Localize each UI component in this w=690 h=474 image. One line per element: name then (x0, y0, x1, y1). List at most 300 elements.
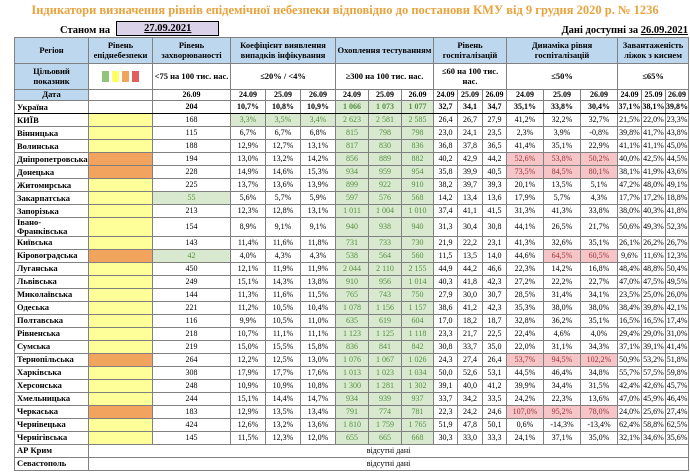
region-name: Івано-Франківська (15, 218, 89, 237)
region-name: Чернівецька (15, 418, 89, 431)
region-row (15, 405, 689, 418)
oxygen-beds-cell: 11,6% (642, 249, 666, 262)
hospitalization-dynamics-cell: -13,4% (581, 418, 618, 431)
hospitalization-dynamics-cell: 84,5% (544, 166, 581, 179)
oxygen-beds-cell: 35,6% (666, 431, 689, 444)
oxygen-beds-cell: 44,5% (666, 153, 689, 166)
hospitalization-level-cell: 35,0 (483, 340, 507, 353)
region-name: Чернігівська (15, 431, 89, 444)
oxygen-beds-cell: 39,1% (642, 340, 666, 353)
oxygen-beds-cell: 16,5% (642, 314, 666, 327)
hospitalization-level-cell: 39,3 (483, 179, 507, 192)
oxygen-beds-cell: 27,4% (666, 405, 689, 418)
hospitalization-level-cell: 46,6 (483, 262, 507, 275)
oxygen-beds-cell: 39,8% (642, 301, 666, 314)
date-header: 25.09 (369, 90, 402, 101)
detection-coef-cell: 5,7% (266, 192, 301, 205)
oxygen-beds-cell: 25,6% (642, 405, 666, 418)
detection-coef-cell: 12,9% (231, 405, 266, 418)
hospitalization-level-cell: 40,2 (434, 153, 458, 166)
epi-legend-swatch (122, 71, 129, 82)
oxygen-beds-cell: 41,8% (666, 205, 689, 218)
hospitalization-dynamics-cell: 32,7% (581, 114, 618, 127)
detection-coef-cell: 15,3% (301, 166, 336, 179)
oxygen-beds-cell: 49,1% (666, 179, 689, 192)
detection-coef-cell: 17,9% (231, 366, 266, 379)
testing-coverage-cell: 1 281 (369, 379, 402, 392)
oxygen-beds-cell: 48,0% (642, 179, 666, 192)
detection-coef-cell: 9,1% (301, 218, 336, 237)
epi-level-cell (89, 101, 153, 114)
region-row (15, 392, 689, 405)
epi-level-cell (89, 301, 153, 314)
no-data-cell: відсутні дані (89, 444, 689, 457)
testing-coverage-cell: 842 (402, 340, 434, 353)
testing-coverage-cell: 1 013 (336, 366, 369, 379)
hospitalization-dynamics-cell: 94,5% (544, 353, 581, 366)
hospitalization-level-cell: 24,1 (458, 127, 483, 140)
hospitalization-dynamics-cell: 35,1% (507, 101, 544, 114)
hospitalization-level-cell: 34,7 (483, 101, 507, 114)
hospitalization-dynamics-cell: 41,3% (507, 236, 544, 249)
oxygen-beds-cell: 50,6% (618, 218, 642, 237)
detection-coef-cell: 14,9% (231, 166, 266, 179)
testing-coverage-cell: 1 067 (369, 353, 402, 366)
hospitalization-level-cell: 36,5 (483, 140, 507, 153)
detection-coef-cell: 12,3% (266, 431, 301, 444)
testing-coverage-cell: 1 066 (336, 101, 369, 114)
oxygen-beds-cell: 12,3% (666, 249, 689, 262)
hospitalization-level-cell: 42,3 (483, 301, 507, 314)
hospitalization-dynamics-cell: 20,1% (507, 179, 544, 192)
detection-coef-cell: 13,6% (266, 179, 301, 192)
column-header-group: Коефіцієнт виявлення випадків інфікування (231, 38, 336, 64)
region-row (15, 457, 689, 470)
region-name: Київська (15, 236, 89, 249)
testing-coverage-cell: 937 (402, 392, 434, 405)
hospitalization-dynamics-cell: 4,0% (581, 327, 618, 340)
hospitalization-dynamics-cell: 34,1% (581, 288, 618, 301)
group-target: ≤65% (618, 64, 689, 90)
hospitalization-level-cell: 38,2 (434, 179, 458, 192)
hospitalization-dynamics-cell: 95,2% (544, 405, 581, 418)
date-header: 25.09 (266, 90, 301, 101)
hospitalization-level-cell: 44,9 (434, 262, 458, 275)
detection-coef-cell: 10,4% (301, 301, 336, 314)
no-data-cell: відсутні дані (89, 457, 689, 470)
detection-coef-cell: 13,0% (301, 353, 336, 366)
testing-coverage-cell: 922 (369, 179, 402, 192)
oxygen-beds-cell: 49,3% (642, 218, 666, 237)
incidence-cell: 143 (153, 236, 231, 249)
hospitalization-dynamics-cell: 3,9% (544, 127, 581, 140)
detection-coef-cell: 13,2% (266, 418, 301, 431)
hospitalization-level-cell: 13,4 (458, 192, 483, 205)
oxygen-beds-cell: 37,1% (618, 340, 642, 353)
oxygen-beds-cell: 17,2% (642, 192, 666, 205)
incidence-cell: 116 (153, 314, 231, 327)
hospitalization-dynamics-cell: 32,8% (507, 314, 544, 327)
detection-coef-cell: 17,7% (266, 366, 301, 379)
testing-coverage-cell: 1 014 (402, 275, 434, 288)
hospitalization-dynamics-cell: 24,1% (507, 431, 544, 444)
testing-coverage-cell: 2 623 (336, 114, 369, 127)
testing-coverage-cell: 899 (336, 179, 369, 192)
hospitalization-level-cell: 41,8 (458, 275, 483, 288)
date-header: 26.09 (581, 90, 618, 101)
oxygen-beds-cell: 9,6% (618, 249, 642, 262)
epi-level-cell (89, 340, 153, 353)
testing-coverage-cell: 940 (336, 218, 369, 237)
group-target: ≤20% / <4% (231, 64, 336, 90)
detection-coef-cell: 10,9% (231, 379, 266, 392)
hospitalization-level-cell: 42,9 (458, 153, 483, 166)
hospitalization-dynamics-cell: 35,0% (581, 431, 618, 444)
region-row (15, 236, 689, 249)
hospitalization-dynamics-cell: 34,8% (581, 366, 618, 379)
testing-coverage-cell: 743 (369, 288, 402, 301)
incidence-cell: 42 (153, 249, 231, 262)
incidence-cell: 424 (153, 418, 231, 431)
testing-coverage-cell: 1 156 (369, 301, 402, 314)
region-row (15, 262, 689, 275)
date-header: 25.09 (544, 90, 581, 101)
date-header: 26.09 (153, 90, 231, 101)
hospitalization-level-cell: 37,4 (434, 205, 458, 218)
hospitalization-level-cell: 30,8 (434, 340, 458, 353)
testing-coverage-cell: 959 (369, 166, 402, 179)
hospitalization-level-cell: 41,5 (483, 205, 507, 218)
oxygen-beds-cell: 18,8% (666, 192, 689, 205)
testing-coverage-cell: 1 765 (402, 418, 434, 431)
region-name: Херсонська (15, 379, 89, 392)
hospitalization-level-cell: 11,5 (434, 249, 458, 262)
testing-coverage-cell: 956 (369, 275, 402, 288)
region-row (15, 275, 689, 288)
region-row (15, 140, 689, 153)
epi-level-cell (89, 379, 153, 392)
column-header-group: Рівень госпіталізацій (434, 38, 507, 64)
hospitalization-level-cell: 32,7 (434, 101, 458, 114)
hospitalization-dynamics-cell: 80,1% (581, 166, 618, 179)
date-header: 26.09 (402, 90, 434, 101)
region-row (15, 340, 689, 353)
group-target: ≥300 на 100 тис. нас. (336, 64, 434, 90)
incidence-cell: 188 (153, 140, 231, 153)
testing-coverage-cell: 655 (336, 431, 369, 444)
hospitalization-dynamics-cell: 31,3% (507, 205, 544, 218)
detection-coef-cell: 10,5% (266, 301, 301, 314)
oxygen-beds-cell: 23,5% (618, 288, 642, 301)
hospitalization-dynamics-cell: 35,1% (544, 140, 581, 153)
testing-coverage-cell: 889 (369, 153, 402, 166)
incidence-cell: 55 (153, 192, 231, 205)
testing-coverage-cell: 2 110 (369, 262, 402, 275)
testing-coverage-cell: 940 (402, 218, 434, 237)
hospitalization-level-cell: 21,7 (458, 327, 483, 340)
hospitalization-dynamics-cell: 39,9% (507, 379, 544, 392)
testing-coverage-cell: 1 077 (402, 101, 434, 114)
hospitalization-dynamics-cell: -14,3% (544, 418, 581, 431)
hospitalization-level-cell: 23,5 (483, 127, 507, 140)
hospitalization-level-cell: 27,9 (483, 114, 507, 127)
testing-coverage-cell: 798 (402, 127, 434, 140)
hospitalization-dynamics-cell: 4,3% (581, 192, 618, 205)
epi-level-cell (89, 327, 153, 340)
testing-coverage-cell: 564 (369, 249, 402, 262)
oxygen-beds-cell: 42,5% (642, 153, 666, 166)
hospitalization-level-cell: 44,2 (483, 153, 507, 166)
detection-coef-cell: 9,9% (231, 314, 266, 327)
hospitalization-level-cell: 40,0 (458, 379, 483, 392)
detection-coef-cell: 10,9% (266, 379, 301, 392)
region-row (15, 431, 689, 444)
incidence-cell: 264 (153, 353, 231, 366)
region-name: Хмельницька (15, 392, 89, 405)
detection-coef-cell: 11,5% (301, 288, 336, 301)
hospitalization-dynamics-cell: 5,7% (544, 192, 581, 205)
region-name: Запорізька (15, 205, 89, 218)
detection-coef-cell: 11,9% (301, 262, 336, 275)
hospitalization-dynamics-cell: 28,5% (507, 288, 544, 301)
hospitalization-level-cell: 47,8 (458, 418, 483, 431)
oxygen-beds-cell: 34,6% (642, 431, 666, 444)
oxygen-beds-cell: 59,8% (666, 366, 689, 379)
oxygen-beds-cell: 40,3% (642, 205, 666, 218)
hospitalization-dynamics-cell: 24,2% (507, 392, 544, 405)
testing-coverage-cell: 1 026 (402, 353, 434, 366)
testing-coverage-cell: 568 (402, 192, 434, 205)
oxygen-beds-cell: 21,5% (618, 114, 642, 127)
hospitalization-dynamics-cell: 22,0% (507, 340, 544, 353)
detection-coef-cell: 15,8% (301, 340, 336, 353)
epi-legend-swatch (102, 71, 109, 82)
detection-coef-cell: 15,1% (231, 275, 266, 288)
target-row-label: Цільовий показник (15, 64, 89, 90)
testing-coverage-cell: 882 (402, 153, 434, 166)
detection-coef-cell: 3,5% (266, 114, 301, 127)
incidence-cell: 244 (153, 392, 231, 405)
oxygen-beds-cell: 26,1% (618, 236, 642, 249)
epi-date-empty (89, 90, 153, 101)
testing-coverage-cell: 954 (402, 166, 434, 179)
date-header: 25.09 (642, 90, 666, 101)
hospitalization-dynamics-cell: 41,4% (507, 140, 544, 153)
hospitalization-dynamics-cell: 46,4% (544, 366, 581, 379)
hospitalization-level-cell: 50,1 (483, 418, 507, 431)
detection-coef-cell: 10,8% (301, 379, 336, 392)
date-row-label: Дата (15, 90, 89, 101)
oxygen-beds-cell: 42,1% (666, 301, 689, 314)
oxygen-beds-cell: 43,8% (666, 127, 689, 140)
region-row (15, 179, 689, 192)
detection-coef-cell: 12,1% (231, 262, 266, 275)
region-row (15, 101, 689, 114)
incidence-cell: 450 (153, 262, 231, 275)
hospitalization-dynamics-cell: 52,6% (507, 153, 544, 166)
date-header: 26.09 (301, 90, 336, 101)
epi-level-cell (89, 275, 153, 288)
epi-level-cell (89, 288, 153, 301)
oxygen-beds-cell: 47,0% (618, 392, 642, 405)
region-name: Рівненська (15, 327, 89, 340)
testing-coverage-cell: 1 300 (336, 379, 369, 392)
detection-coef-cell: 15,0% (231, 340, 266, 353)
testing-coverage-cell: 856 (336, 153, 369, 166)
hospitalization-dynamics-cell: 44,1% (507, 218, 544, 237)
incidence-cell: 308 (153, 366, 231, 379)
region-row (15, 153, 689, 166)
hospitalization-level-cell: 26,4 (483, 353, 507, 366)
hospitalization-level-cell: 39,1 (434, 379, 458, 392)
oxygen-beds-cell: 40,0% (618, 153, 642, 166)
oxygen-beds-cell: 24,0% (618, 405, 642, 418)
incidence-cell: 194 (153, 153, 231, 166)
region-name: Одеська (15, 301, 89, 314)
detection-coef-cell: 13,5% (266, 405, 301, 418)
detection-coef-cell: 13,9% (301, 179, 336, 192)
oxygen-beds-cell: 29,4% (618, 327, 642, 340)
hospitalization-dynamics-cell: 35,1% (581, 314, 618, 327)
hospitalization-level-cell: 40,3 (434, 275, 458, 288)
oxygen-beds-cell: 16,5% (618, 314, 642, 327)
hospitalization-dynamics-cell: 35,1% (581, 236, 618, 249)
detection-coef-cell: 14,6% (266, 166, 301, 179)
oxygen-beds-cell: 38,1% (618, 166, 642, 179)
hospitalization-dynamics-cell: 41,3% (544, 205, 581, 218)
oxygen-beds-cell: 48,8% (642, 262, 666, 275)
hospitalization-dynamics-cell: 60,5% (581, 249, 618, 262)
detection-coef-cell: 10,7% (231, 101, 266, 114)
hospitalization-dynamics-cell: 38,0% (544, 301, 581, 314)
testing-coverage-cell: 538 (336, 249, 369, 262)
epi-level-cell (89, 153, 153, 166)
available-label: Дані доступні за (561, 25, 639, 36)
oxygen-beds-cell: 29,0% (642, 327, 666, 340)
detection-coef-cell: 11,9% (266, 262, 301, 275)
indicators-table (14, 37, 689, 471)
region-name: Житомирська (15, 179, 89, 192)
testing-coverage-cell: 1 123 (336, 327, 369, 340)
hospitalization-level-cell: 21,9 (434, 236, 458, 249)
hospitalization-dynamics-cell: 22,2% (544, 275, 581, 288)
data-available (561, 25, 688, 36)
region-name: Миколаївська (15, 288, 89, 301)
testing-coverage-cell: 731 (336, 236, 369, 249)
testing-coverage-cell: 1 810 (336, 418, 369, 431)
testing-coverage-cell: 560 (402, 249, 434, 262)
oxygen-beds-cell: 25,0% (642, 288, 666, 301)
region-row (15, 288, 689, 301)
hospitalization-level-cell: 18,2 (458, 314, 483, 327)
detection-coef-cell: 10,5% (266, 314, 301, 327)
region-row (15, 127, 689, 140)
incidence-cell: 168 (153, 114, 231, 127)
column-header-group: Динаміка рівня госпіталізацій (507, 38, 618, 64)
hospitalization-level-cell: 24,2 (458, 405, 483, 418)
detection-coef-cell: 11,1% (301, 327, 336, 340)
hospitalization-level-cell: 34,2 (458, 392, 483, 405)
oxygen-beds-cell: 45,0% (666, 140, 689, 153)
hospitalization-dynamics-cell: 36,2% (544, 314, 581, 327)
testing-coverage-cell: 2 581 (369, 114, 402, 127)
hospitalization-dynamics-cell: 50,2% (581, 153, 618, 166)
epi-level-cell (89, 140, 153, 153)
oxygen-beds-cell: 51,8% (666, 353, 689, 366)
incidence-cell: 115 (153, 127, 231, 140)
hospitalization-level-cell: 38,6 (434, 301, 458, 314)
hospitalization-dynamics-cell: 41,2% (507, 114, 544, 127)
detection-coef-cell: 11,1% (266, 327, 301, 340)
testing-coverage-cell: 730 (402, 236, 434, 249)
detection-coef-cell: 12,8% (266, 205, 301, 218)
epi-level-cell (89, 249, 153, 262)
region-name: Закарпатська (15, 192, 89, 205)
detection-coef-cell: 14,2% (301, 153, 336, 166)
detection-coef-cell: 13,1% (301, 205, 336, 218)
region-row (15, 249, 689, 262)
testing-coverage-cell: 1 023 (369, 366, 402, 379)
epi-level-cell (89, 127, 153, 140)
region-row (15, 327, 689, 340)
hospitalization-level-cell: 14,2 (434, 192, 458, 205)
oxygen-beds-cell: 39,8% (666, 101, 689, 114)
oxygen-beds-cell: 26,7% (666, 236, 689, 249)
testing-coverage-cell: 619 (369, 314, 402, 327)
table-head (15, 38, 689, 101)
epi-level-cell (89, 179, 153, 192)
hospitalization-level-cell: 26,7 (458, 114, 483, 127)
epi-level-cell (89, 166, 153, 179)
testing-coverage-cell: 1 157 (402, 301, 434, 314)
oxygen-beds-cell: 26,0% (666, 288, 689, 301)
testing-coverage-cell: 750 (402, 288, 434, 301)
epi-legend-cell (89, 64, 153, 90)
hospitalization-dynamics-cell: 2,3% (507, 127, 544, 140)
detection-coef-cell: 10,8% (266, 101, 301, 114)
epi-level-cell (89, 353, 153, 366)
region-name: Харківська (15, 366, 89, 379)
epi-level-cell (89, 314, 153, 327)
oxygen-beds-cell: 50,4% (666, 262, 689, 275)
column-header-group: Завантаженість ліжок з киснем (618, 38, 689, 64)
detection-coef-cell: 4,0% (231, 249, 266, 262)
hospitalization-dynamics-cell: 64,5% (544, 249, 581, 262)
hospitalization-level-cell: 33,0 (458, 431, 483, 444)
oxygen-beds-cell: 45,9% (642, 392, 666, 405)
hospitalization-level-cell: 33,7 (458, 340, 483, 353)
hospitalization-dynamics-cell: 31,1% (544, 340, 581, 353)
region-row (15, 114, 689, 127)
incidence-cell: 248 (153, 379, 231, 392)
region-name: Донецька (15, 166, 89, 179)
incidence-cell: 144 (153, 288, 231, 301)
detection-coef-cell: 12,6% (231, 418, 266, 431)
hospitalization-level-cell: 27,9 (434, 288, 458, 301)
region-row (15, 218, 689, 237)
detection-coef-cell: 12,9% (231, 140, 266, 153)
epi-level-cell (89, 236, 153, 249)
testing-coverage-cell: 830 (369, 140, 402, 153)
oxygen-beds-cell: 31,0% (666, 327, 689, 340)
hospitalization-level-cell: 24,3 (434, 353, 458, 366)
testing-coverage-cell: 781 (402, 405, 434, 418)
oxygen-beds-cell: 46,4% (666, 392, 689, 405)
detection-coef-cell: 14,3% (266, 275, 301, 288)
hospitalization-dynamics-cell: 22,3% (544, 392, 581, 405)
hospitalization-level-cell: 30,7 (483, 288, 507, 301)
testing-coverage-cell: 1 759 (369, 418, 402, 431)
